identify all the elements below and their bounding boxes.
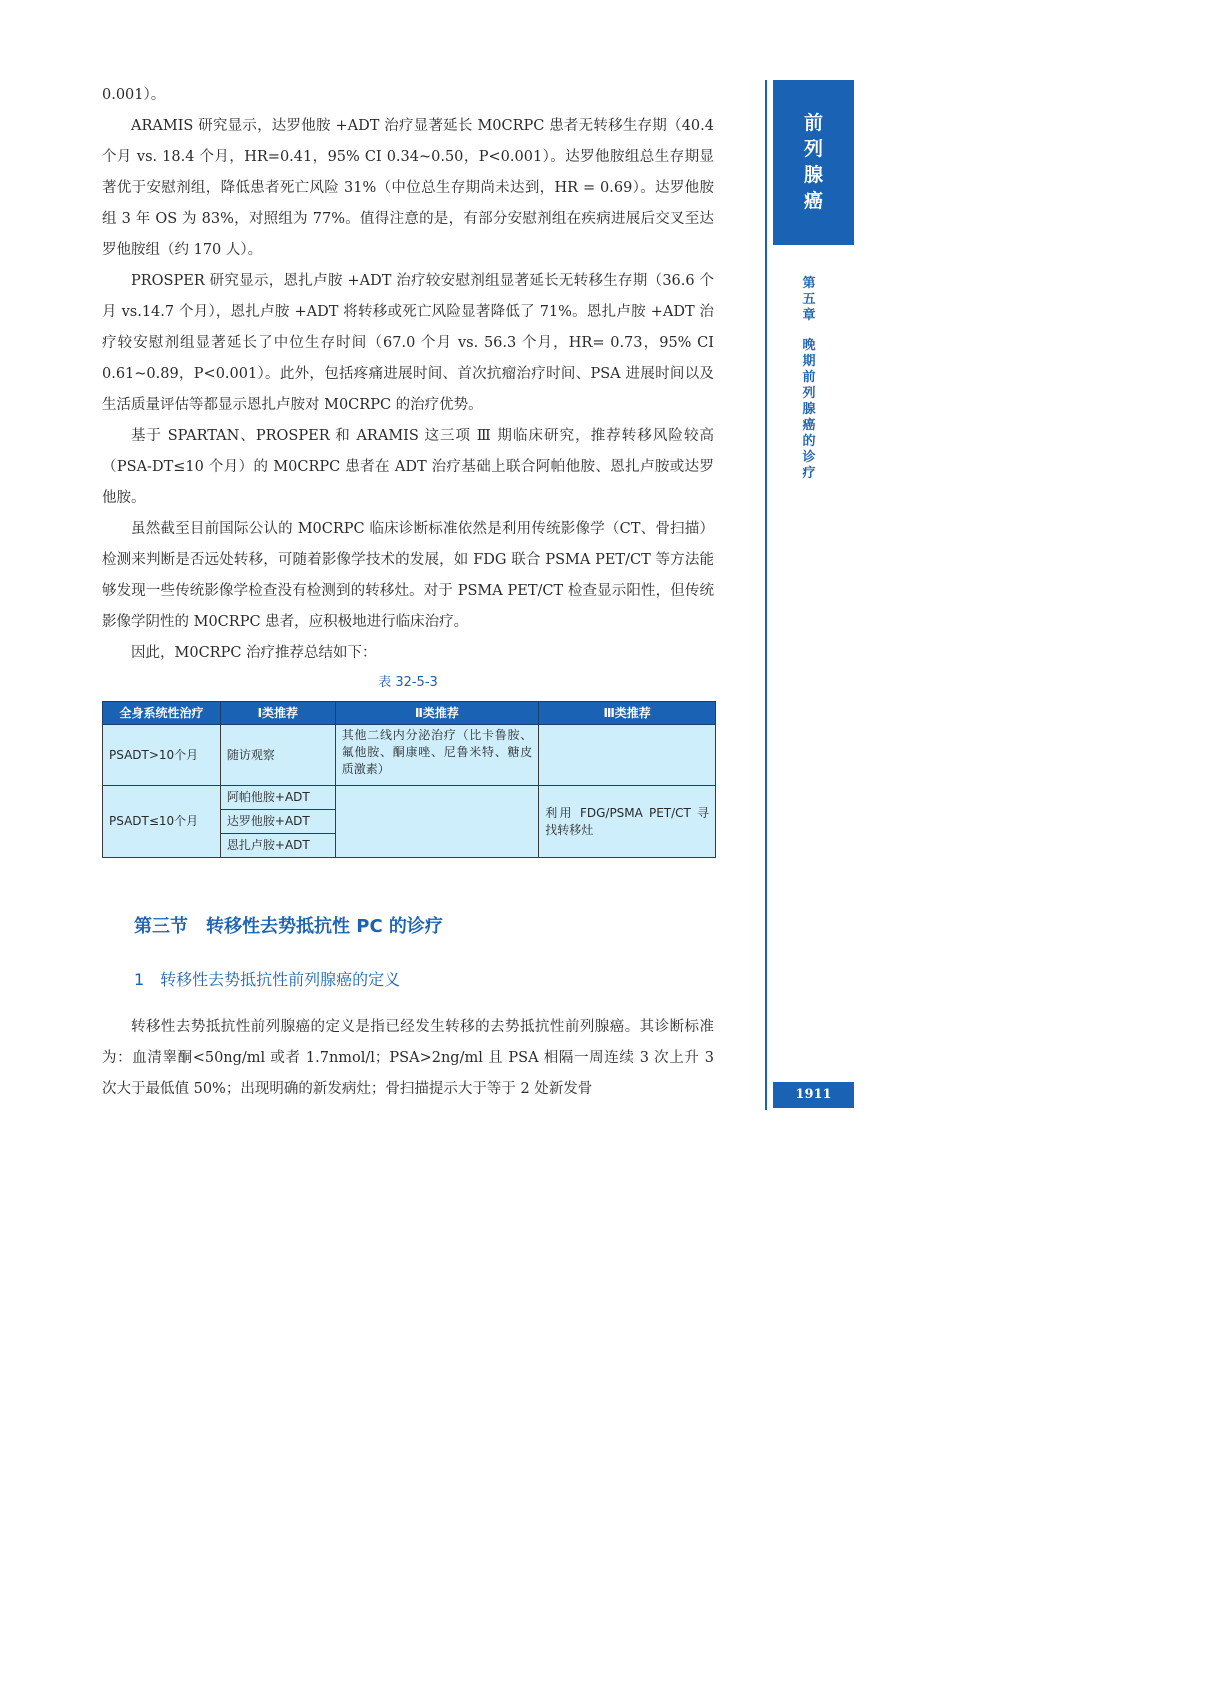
table-row <box>103 786 716 810</box>
margin-divider-line <box>765 80 767 1110</box>
header-class-1: Ⅰ类推荐 <box>220 702 335 725</box>
topic-char: 晚 <box>802 338 816 353</box>
table-header-row <box>103 702 716 725</box>
paragraph-prosper: PROSPER 研究显示，恩扎卢胺 +ADT 治疗较安慰剂组显著延长无转移生存期（36.6 个月 vs.14.7 个月），恩扎卢胺 +ADT 将转移或死亡风险显著降低了 71%。恩扎卢胺 +ADT 治疗较安慰剂组显著延长了中位生存时间（67.0 个月 vs. 56.3 个月，HR= 0.73，95% CI 0.61~0.89，P<0.001）。此外，包括疼痛进展时间、首次抗瘤治疗时间、PSA 进展时间以及生活质量评估等都显示恩扎卢胺对 M0CRPC 的治疗优势。 <box>102 273 714 413</box>
topic-char: 列 <box>802 386 816 401</box>
topic-char: 疗 <box>802 466 816 481</box>
cell-class2-empty <box>335 786 539 858</box>
cell-enzalutamide: 恩扎卢胺+ADT <box>220 834 335 858</box>
chapter-char: 前 <box>803 112 823 134</box>
running-header <box>796 276 822 482</box>
chapter-char: 腺 <box>803 164 823 186</box>
header-class-3: Ⅲ类推荐 <box>539 702 716 725</box>
topic-char: 期 <box>802 354 816 369</box>
cell-class1-observation: 随访观察 <box>220 725 335 786</box>
chapter-label-char: 五 <box>802 292 816 307</box>
section-title: 第三节 转移性去势抵抗性 PC 的诊疗 <box>134 916 443 937</box>
topic-char: 前 <box>802 370 816 385</box>
chapter-tab <box>773 80 854 245</box>
cell-group-psadt-low: PSADT≤10个月 <box>103 786 221 858</box>
recommendation-table <box>102 701 716 858</box>
paragraph-summary-intro: 因此，M0CRPC 治疗推荐总结如下： <box>131 645 377 661</box>
table-title: 表 32-5-3 <box>378 675 438 690</box>
cell-class3-imaging: 利用 FDG/PSMA PET/CT 寻找转移灶 <box>539 786 716 858</box>
chapter-char: 列 <box>803 138 823 160</box>
spacer <box>796 324 822 338</box>
topic-char: 腺 <box>802 402 816 417</box>
cell-class3-empty <box>539 725 716 786</box>
cell-class2-second-line: 其他二线内分泌治疗（比卡鲁胺、氟他胺、酮康唑、尼鲁米特、糖皮质激素） <box>335 725 539 786</box>
paragraph-imaging: 虽然截至目前国际公认的 M0CRPC 临床诊断标准依然是利用传统影像学（CT、骨扫描）检测来判断是否远处转移，可随着影像学技术的发展，如 FDG 联合 PSMA PET/CT 等方法能够发现一些传统影像学检查没有检测到的转移灶。对于 PSMA PET/CT 检查显示阳性，但传统影像学阴性的 M0CRPC 患者，应积极地进行临床治疗。 <box>102 521 714 630</box>
chapter-label-char: 第 <box>802 276 816 291</box>
paragraph-aramis: ARAMIS 研究显示，达罗他胺 +ADT 治疗显著延长 M0CRPC 患者无转移生存期（40.4 个月 vs. 18.4 个月，HR=0.41，95% CI 0.34~0.50，P<0.001）。达罗他胺组总生存期显著优于安慰剂组，降低患者死亡风险 31%（中位总生存期尚未达到，HR = 0.69）。达罗他胺组 3 年 OS 为 83%，对照组为 77%。值得注意的是，有部分安慰剂组在疾病进展后交叉至达罗他胺组（约 170 人）。 <box>102 118 714 258</box>
chapter-char: 癌 <box>803 190 823 212</box>
paragraph-recommendation: 基于 SPARTAN、PROSPER 和 ARAMIS 这三项 Ⅲ 期临床研究，推荐转移风险较高（PSA-DT≤10 个月）的 M0CRPC 患者在 ADT 治疗基础上联合阿帕他胺、恩扎卢胺或达罗他胺。 <box>102 428 714 506</box>
header-systemic-therapy: 全身系统性治疗 <box>103 702 221 725</box>
main-column <box>102 80 714 1105</box>
table-row <box>103 725 716 786</box>
chapter-label-char: 章 <box>802 308 816 323</box>
topic-char: 诊 <box>802 450 816 465</box>
header-class-2: Ⅱ类推荐 <box>335 702 539 725</box>
paragraph-continuation: 0.001）。 <box>102 87 166 103</box>
cell-darolutamide: 达罗他胺+ADT <box>220 810 335 834</box>
cell-apalutamide: 阿帕他胺+ADT <box>220 786 335 810</box>
topic-char: 癌 <box>802 418 816 433</box>
page-number: 1911 <box>773 1082 854 1108</box>
chapter-title <box>773 80 854 214</box>
subsection-title: 1 转移性去势抵抗性前列腺癌的定义 <box>134 970 401 989</box>
topic-char: 的 <box>802 434 816 449</box>
paragraph-definition: 转移性去势抵抗性前列腺癌的定义是指已经发生转移的去势抵抗性前列腺癌。其诊断标准为：血清睾酮<50ng/ml 或者 1.7nmol/l；PSA>2ng/ml 且 PSA 相隔一周连续 3 次上升 3 次大于最低值 50%；出现明确的新发病灶；骨扫描提示大于等于 2 处新发骨 <box>102 1019 714 1097</box>
cell-group-psadt-high: PSADT>10个月 <box>103 725 221 786</box>
